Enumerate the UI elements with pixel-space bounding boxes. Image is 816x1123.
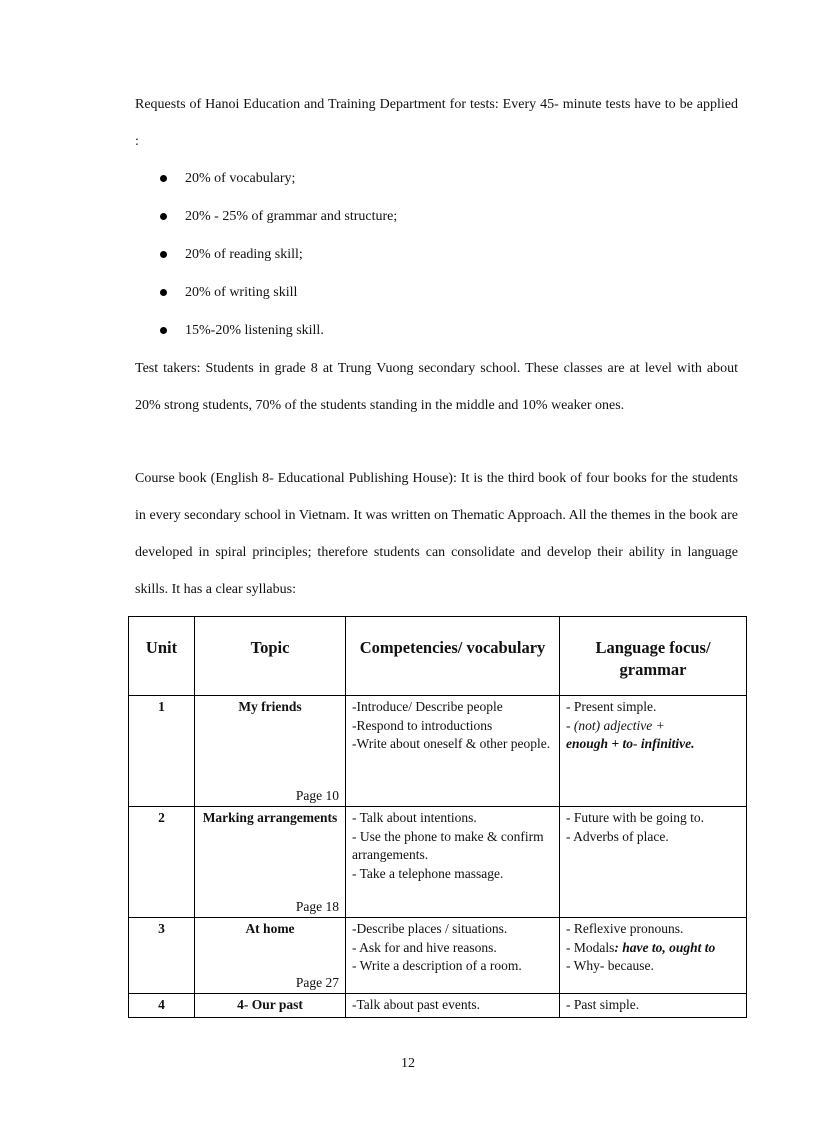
competency-item: - Talk about intentions. xyxy=(352,810,477,825)
table-row xyxy=(129,994,747,1018)
topic-cell xyxy=(195,696,346,807)
test-takers-paragraph: Test takers: Students in grade 8 at Trung Vuong secondary school. These classes are at level with about 20% strong students, 70% of the students standing in the middle and 10% weaker ones. xyxy=(135,361,738,413)
bullet-icon xyxy=(160,327,167,334)
header-unit: Unit xyxy=(129,617,195,696)
competency-item: -Describe places / situations. xyxy=(352,921,508,936)
competencies-cell xyxy=(346,696,560,807)
grammar-item: - (not) adjective + xyxy=(566,717,665,733)
bullet-icon xyxy=(160,213,167,220)
language-cell xyxy=(560,918,747,994)
competency-item: - Use the phone to make & confirm arrangements. xyxy=(352,828,544,862)
grammar-item: - Modals: have to, ought to xyxy=(566,939,716,955)
topic-title: At home xyxy=(245,921,295,936)
unit-cell: 4 xyxy=(129,994,195,1018)
requirements-list xyxy=(135,160,397,350)
header-language-focus: Language focus/ grammar xyxy=(560,617,747,696)
list-item: 20% of vocabulary; xyxy=(135,160,397,198)
topic-title: 4- Our past xyxy=(237,997,303,1012)
intro-paragraph: Requests of Hanoi Education and Training Department for tests: Every 45- minute tests have to be applied : xyxy=(135,97,738,149)
competencies-cell xyxy=(346,918,560,994)
list-item: 15%-20% listening skill. xyxy=(135,312,397,350)
page-ref: Page 10 xyxy=(295,787,339,803)
table-row xyxy=(129,696,747,807)
topic-cell xyxy=(195,918,346,994)
syllabus-table xyxy=(128,616,747,1018)
bullet-icon xyxy=(160,251,167,258)
competency-item: -Introduce/ Describe people xyxy=(352,699,503,714)
language-cell xyxy=(560,696,747,807)
topic-cell xyxy=(195,807,346,918)
table-header-row xyxy=(129,617,747,696)
header-topic: Topic xyxy=(195,617,346,696)
page-ref: Page 27 xyxy=(295,974,339,990)
topic-title: Marking arrangements xyxy=(202,810,338,825)
bullet-icon xyxy=(160,175,167,182)
bullet-icon xyxy=(160,289,167,296)
competency-item: - Take a telephone massage. xyxy=(352,865,504,881)
grammar-item: - Adverbs of place. xyxy=(566,828,669,844)
competency-item: - Write a description of a room. xyxy=(352,958,522,973)
language-cell xyxy=(560,807,747,918)
grammar-item: enough + to- infinitive. xyxy=(566,736,695,751)
competency-item: -Write about oneself & other people. xyxy=(352,736,551,751)
list-item: 20% of reading skill; xyxy=(135,236,397,274)
grammar-item: - Why- because. xyxy=(566,958,654,973)
list-item: 20% - 25% of grammar and structure; xyxy=(135,198,397,236)
page-number: 12 xyxy=(401,1056,415,1071)
topic-cell xyxy=(195,994,346,1018)
table-row xyxy=(129,918,747,994)
unit-cell: 3 xyxy=(129,918,195,994)
topic-title: My friends xyxy=(238,699,302,714)
list-item: 20% of writing skill xyxy=(135,274,397,312)
competency-item: -Talk about past events. xyxy=(352,997,481,1012)
page-ref: Page 18 xyxy=(295,898,339,914)
grammar-item: - Past simple. xyxy=(566,997,640,1012)
language-cell xyxy=(560,994,747,1018)
grammar-item: - Reflexive pronouns. xyxy=(566,921,684,936)
grammar-item: - Future with be going to. xyxy=(566,810,704,825)
table-row xyxy=(129,807,747,918)
competencies-cell xyxy=(346,807,560,918)
header-competencies: Competencies/ vocabulary xyxy=(346,617,560,696)
grammar-item: - Present simple. xyxy=(566,699,657,714)
unit-cell: 1 xyxy=(129,696,195,807)
competency-item: - Ask for and hive reasons. xyxy=(352,939,497,955)
unit-cell: 2 xyxy=(129,807,195,918)
competency-item: -Respond to introductions xyxy=(352,717,493,733)
competencies-cell xyxy=(346,994,560,1018)
course-book-paragraph: Course book (English 8- Educational Publishing House): It is the third book of four books for the students in every secondary school in Vietnam. It was written on Thematic Approach. All the themes in the book are developed in spiral principles; therefore students can consolidate and develop their ability in language skills. It has a clear syllabus: xyxy=(135,471,738,597)
